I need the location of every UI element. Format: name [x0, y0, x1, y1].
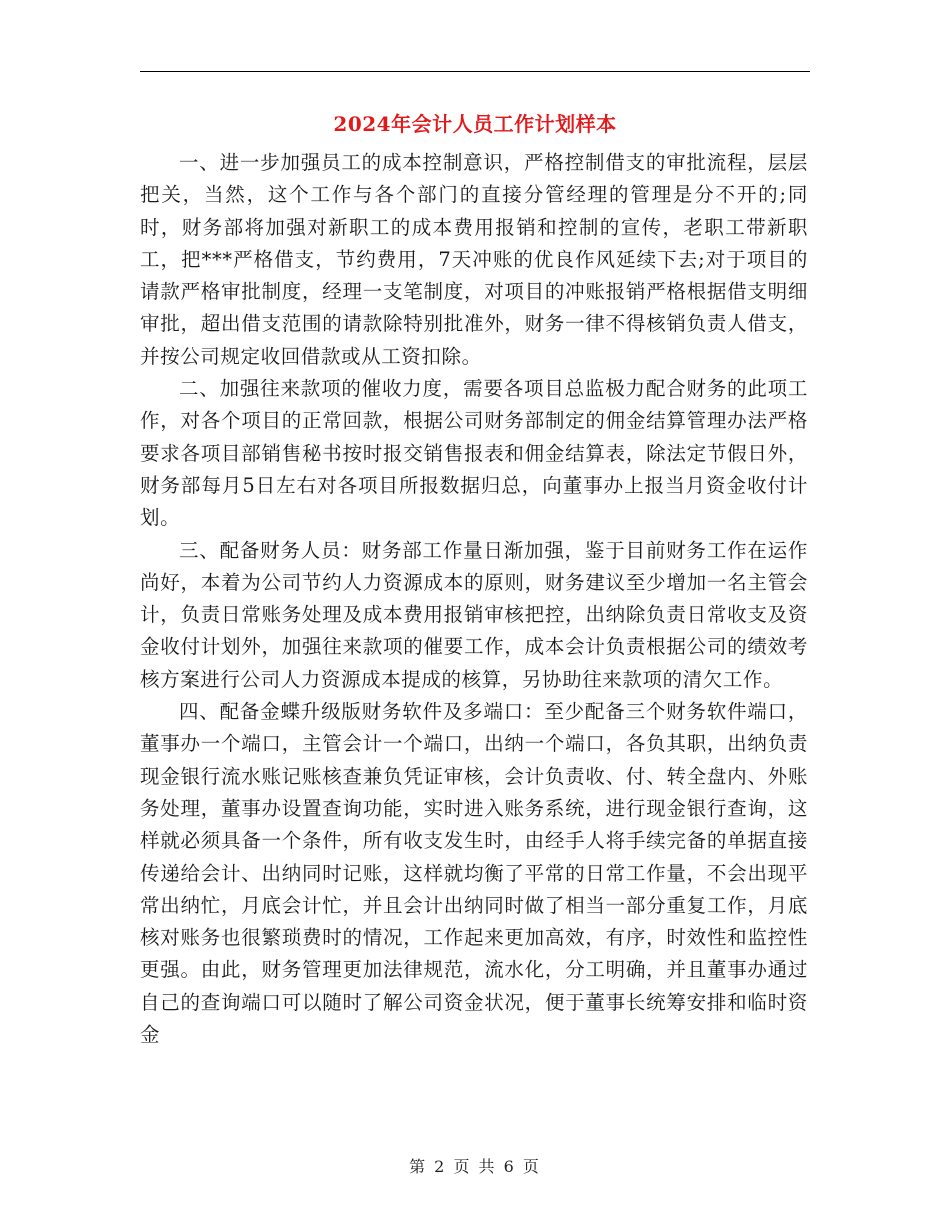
- paragraph-4: 四、配备金蝶升级版财务软件及多端口：至少配备三个财务软件端口，董事办一个端口，主管会计一个端口，出纳一个端口，各负其职，出纳负责现金银行流水账记账核查兼负凭证审核，会计负责收、付、转全盘内、外账务处理，董事办设置查询功能，实时进入账务系统，进行现金银行查询，这样就必须具备一个条件，所有收支发生时，由经手人将手续完备的单据直接传递给会计、出纳同时记账，这样就均衡了平常的日常工作量，不会出现平常出纳忙，月底会计忙，并且会计出纳同时做了相当一部分重复工作，月底核对账务也很繁琐费时的情况，工作起来更加高效，有序，时效性和监控性更强。由此，财务管理更加法律规范，流水化，分工明确，并且董事办通过自己的查询端口可以随时了解公司资金状况，便于董事长统筹安排和临时资金: [140, 700, 808, 1047]
- document-body: [140, 147, 808, 1051]
- document-title: 2024年会计人员工作计划样本: [333, 112, 617, 136]
- paragraph-1: 一、进一步加强员工的成本控制意识，严格控制借支的审批流程，层层把关，当然，这个工作与各个部门的直接分管经理的管理是分不开的;同时，财务部将加强对新职工的成本费用报销和控制的宣传，老职工带新职工，把***严格借支，节约费用，7天冲账的优良作风延续下去;对于项目的请款严格审批制度，经理一支笔制度，对项目的冲账报销严格根据借支明细审批，超出借支范围的请款除特别批准外，财务一律不得核销负责人借支，并按公司规定收回借款或从工资扣除。: [140, 151, 808, 368]
- page-footer: 第 2 页 共 6 页: [409, 1157, 541, 1176]
- paragraph-3: 三、配备财务人员：财务部工作量日渐加强，鉴于目前财务工作在运作尚好，本着为公司节约人力资源成本的原则，财务建议至少增加一名主管会计，负责日常账务处理及成本费用报销审核把控，出纳除负责日常收支及资金收付计划外，加强往来款项的催要工作，成本会计负责根据公司的绩效考核方案进行公司人力资源成本提成的核算，另协助往来款项的清欠工作。: [140, 538, 808, 691]
- header-rule: [140, 71, 810, 72]
- paragraph-2: 二、加强往来款项的催收力度，需要各项目总监极力配合财务的此项工作，对各个项目的正常回款，根据公司财务部制定的佣金结算管理办法严格要求各项目部销售秘书按时报交销售报表和佣金结算表，除法定节假日外，财务部每月5日左右对各项目所报数据归总，向董事办上报当月资金收付计划。: [140, 377, 808, 530]
